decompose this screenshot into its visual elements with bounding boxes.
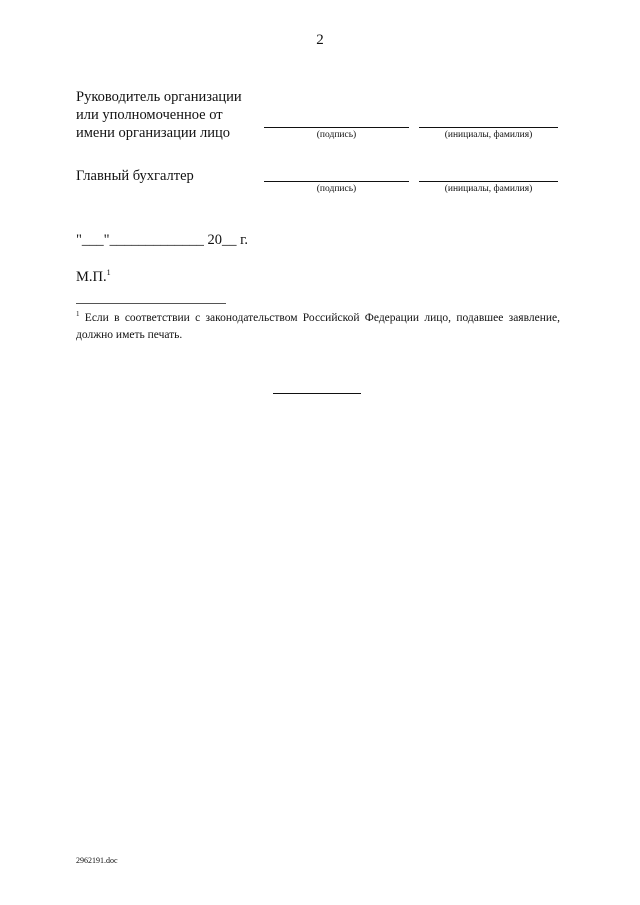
footnote-text: Если в соответствии с законодательством Российской Федерации лицо, подавшее заявление, должно иметь печать. [76, 311, 560, 341]
head-name-caption: (инициалы, фамилия) [444, 130, 533, 140]
stamp-placeholder [76, 268, 111, 286]
page-number: 2 [316, 32, 324, 48]
stamp-label: М.П. [76, 268, 107, 285]
head-signature-caption: (подпись) [316, 130, 357, 140]
stamp-footnote-mark: 1 [106, 268, 111, 277]
accountant-name-caption: (инициалы, фамилия) [444, 184, 533, 194]
accountant-name-line [419, 181, 558, 182]
head-name-line [419, 127, 558, 128]
date-field: "___"_____________ 20__ г. [76, 232, 249, 248]
document-code: 2962191.doc [76, 856, 118, 865]
head-of-organization-label: Руководитель организации или уполномоченное от имени организации лицо [76, 89, 242, 141]
chief-accountant-label: Главный бухгалтер [76, 168, 194, 184]
footnote-separator [76, 303, 226, 304]
accountant-signature-line [264, 181, 409, 182]
accountant-signature-caption: (подпись) [316, 184, 357, 194]
end-of-document-rule [273, 393, 361, 394]
head-signature-line [264, 127, 409, 128]
footnote [76, 306, 560, 344]
footnote-mark: 1 [76, 310, 80, 318]
